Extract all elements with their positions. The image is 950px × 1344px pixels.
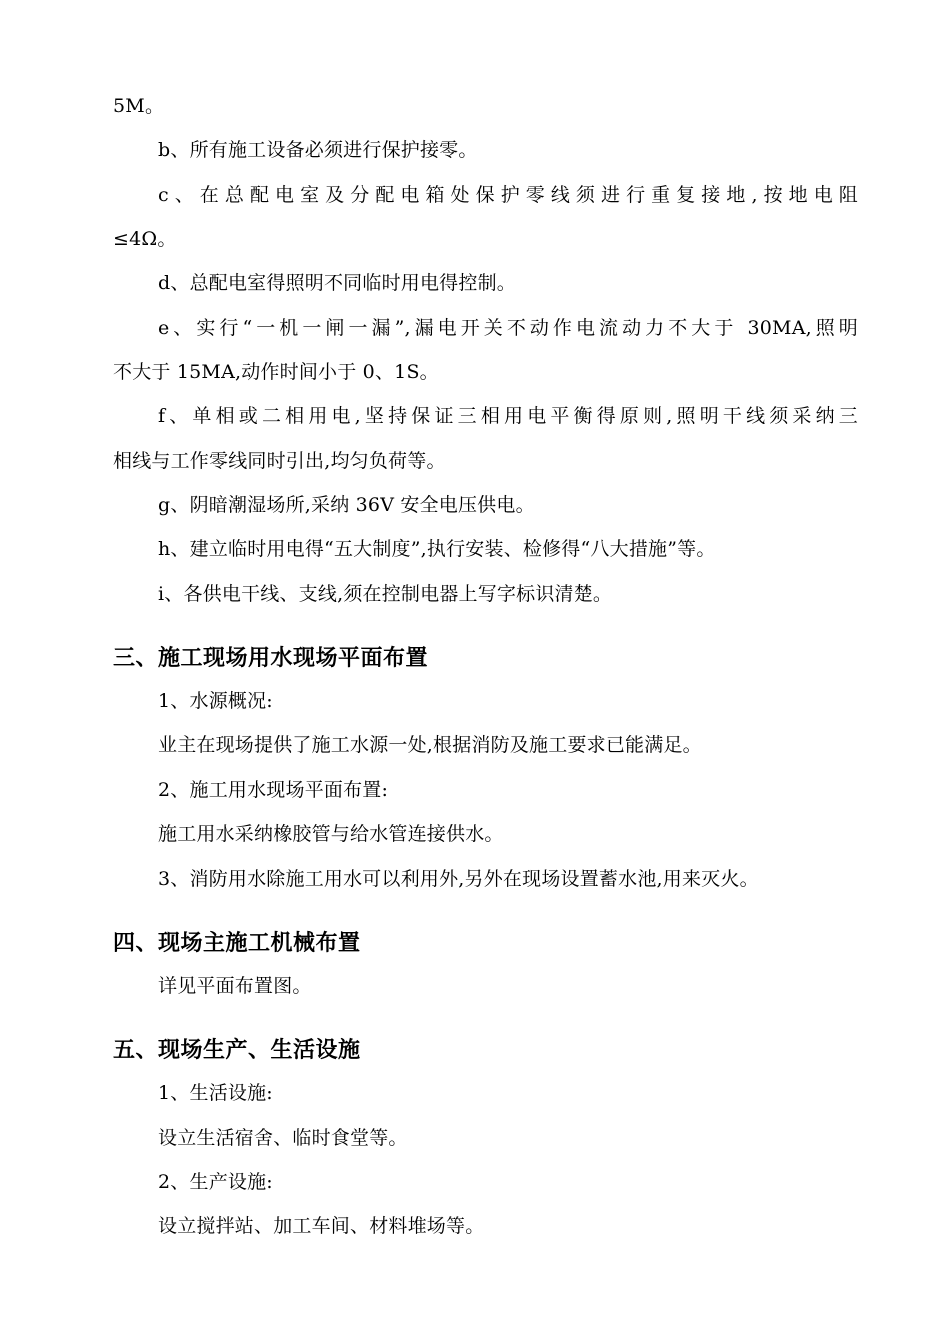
item-c-line2: ≤4Ω。 — [113, 228, 177, 250]
section-3-heading: 三、施工现场用水现场平面布置 — [113, 646, 429, 671]
item-f-line1-text: f、单相或二相用电,坚持保证三相用电平衡得原则,照明干线须采纳三 — [158, 405, 858, 427]
item-e-line2: 不大于 15MA,动作时间小于 0、1S。 — [113, 361, 439, 383]
section-3-item-3: 3、消防用水除施工用水可以利用外,另外在现场设置蓄水池,用来灭火。 — [158, 868, 759, 890]
item-d: d、总配电室得照明不同临时用电得控制。 — [158, 272, 516, 294]
item-i: i、各供电干线、支线,须在控制电器上写字标识清楚。 — [158, 583, 613, 605]
item-g: g、阴暗潮湿场所,采纳 36V 安全电压供电。 — [158, 494, 535, 516]
item-h: h、建立临时用电得“五大制度”,执行安装、检修得“八大措施”等。 — [158, 538, 716, 560]
item-f-line1 — [158, 403, 858, 429]
section-4-text: 详见平面布置图。 — [158, 975, 312, 997]
section-5-item-1-text: 设立生活宿舍、临时食堂等。 — [158, 1127, 408, 1149]
section-5-item-1: 1、生活设施: — [158, 1082, 273, 1104]
item-c-line1 — [158, 182, 858, 208]
text-line-5m: 5M。 — [113, 95, 165, 117]
section-3-item-1: 1、水源概况: — [158, 690, 273, 712]
section-3-item-1-text: 业主在现场提供了施工水源一处,根据消防及施工要求已能满足。 — [158, 734, 702, 756]
item-e-line1-text: e、实行“一机一闸一漏”,漏电开关不动作电流动力不大于 30MA,照明 — [158, 317, 858, 339]
section-3-item-2-text: 施工用水采纳橡胶管与给水管连接供水。 — [158, 823, 504, 845]
item-e-line1 — [158, 315, 858, 341]
item-f-line2: 相线与工作零线同时引出,均匀负荷等。 — [113, 450, 446, 472]
section-3-item-2: 2、施工用水现场平面布置: — [158, 779, 389, 801]
section-5-item-2-text: 设立搅拌站、加工车间、材料堆场等。 — [158, 1215, 485, 1237]
item-b: b、所有施工设备必须进行保护接零。 — [158, 139, 478, 161]
item-c-line1-text: c、在总配电室及分配电箱处保护零线须进行重复接地,按地电阻 — [158, 184, 858, 206]
section-5-item-2: 2、生产设施: — [158, 1171, 273, 1193]
section-4-heading: 四、现场主施工机械布置 — [113, 931, 361, 956]
section-5-heading: 五、现场生产、生活设施 — [113, 1038, 361, 1063]
